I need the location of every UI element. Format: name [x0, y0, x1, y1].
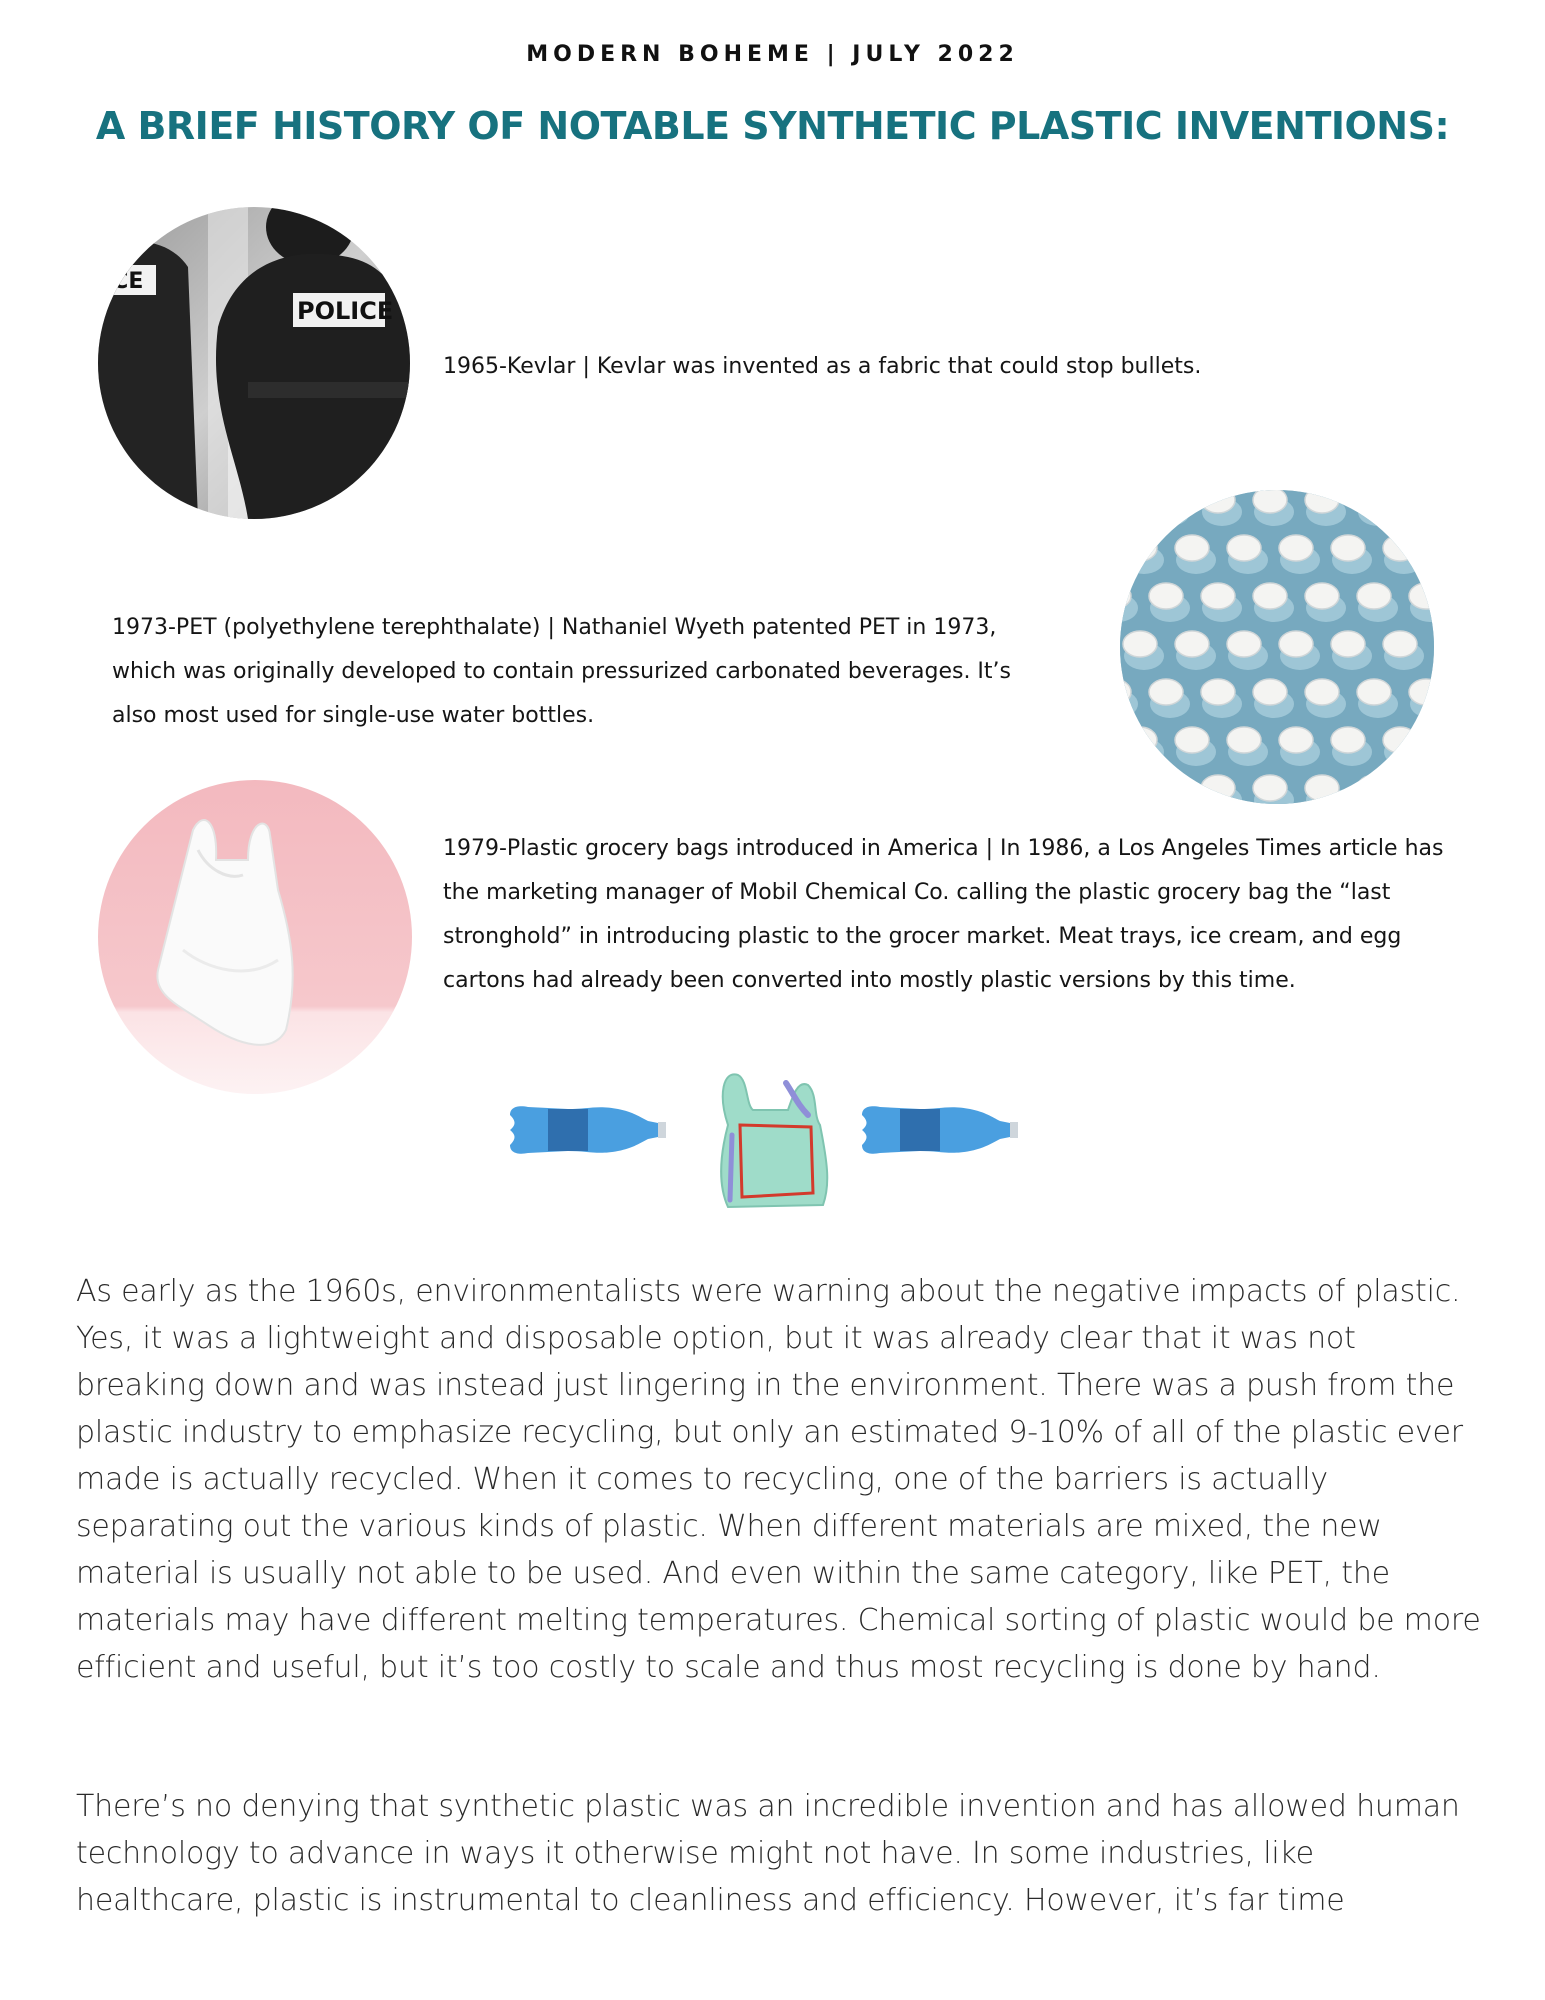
bottle-cap	[1409, 583, 1434, 609]
bottle-cap	[1149, 490, 1183, 513]
bottle-cap	[1305, 583, 1339, 609]
bottle-body	[1150, 786, 1190, 804]
bottle-cap	[1279, 727, 1313, 753]
bottle-cap	[1227, 535, 1261, 561]
bottle-cap	[1123, 535, 1157, 561]
bottle-cap	[1123, 727, 1157, 753]
bottle-cap	[1331, 727, 1365, 753]
police-photo	[98, 207, 410, 519]
bottle-cap	[1120, 775, 1131, 801]
entry-grocery-bags: 1979-Plastic grocery bags introduced in America | In 1986, a Los Angeles Times article has the marketing manager of Mobil Chemical Co. calling the plastic grocery bag the “last stronghold” in introducing plastic to the grocer market. Meat trays, ice cream, and egg cartons had already been converted into mostly plastic versions by this time.	[443, 836, 1444, 993]
bottle-cap	[1409, 775, 1434, 801]
bottle-body	[1120, 786, 1138, 804]
bottle-cap	[1227, 631, 1261, 657]
police-label-partial: ICE	[104, 269, 144, 294]
bottle-cap	[1201, 775, 1235, 801]
bottle-cap	[1331, 535, 1365, 561]
bottle-cap	[1409, 679, 1434, 705]
bottle-body	[1124, 546, 1164, 574]
bottle-cap	[1331, 631, 1365, 657]
bottle-cap	[1279, 535, 1313, 561]
bottle-body	[1410, 498, 1434, 526]
bottle-cap	[1201, 490, 1235, 513]
bottle-cap	[1305, 775, 1339, 801]
bottle-cap	[1383, 535, 1417, 561]
bottle-cap	[1123, 631, 1157, 657]
water-bottles-photo	[1120, 490, 1434, 804]
bottle-body	[1124, 738, 1164, 766]
bottle-body	[1410, 786, 1434, 804]
body-paragraph-1: As early as the 1960s, environmentalists were warning about the negative impacts of plastic. Yes, it was a lightweight and disposable option, but it was already clear that it was not breaking down and was instead just lingering in the environment. There was a push from the plastic industry to emphasize recycling, but only an estimated 9-10% of all of the plastic ever made is actually recycled. When it comes to recycling, one of the barriers is actually separating out the various kinds of plastic. When different materials are mixed, the new material is usually not able to be used. And even within the same category, like PET, the materials may have different melting temperatures. Chemical sorting of plastic would be more efficient and useful, but it’s too costly to scale and thus most recycling is done by hand.	[76, 1274, 1481, 1685]
bottle-cap	[1383, 631, 1417, 657]
plastic-bag-icon	[721, 1074, 827, 1207]
entry-pet: 1973-PET (polyethylene terephthalate) | Nathaniel Wyeth patented PET in 1973, which was originally developed to contain pressurized carbonated beverages. It’s also most used for single-use water bottles.	[112, 615, 1012, 728]
bottle-cap	[1149, 775, 1183, 801]
bottle-cap	[1201, 583, 1235, 609]
bottle-cap	[1201, 679, 1235, 705]
body-paragraph-2: There’s no denying that synthetic plastic was an incredible invention and has allowed human technology to advance in ways it otherwise might not have. In some industries, like healthcare, plastic is instrumental to cleanliness and efficiency. However, it’s far time	[76, 1789, 1460, 1918]
plastic-bottle-icon	[862, 1106, 1018, 1153]
bottle-cap	[1357, 775, 1391, 801]
bottle-cap	[1383, 727, 1417, 753]
bottle-cap	[1175, 631, 1209, 657]
bottle-cap	[1357, 583, 1391, 609]
bottle-cap	[1175, 727, 1209, 753]
entry-kevlar: 1965-Kevlar | Kevlar was invented as a fabric that could stop bullets.	[443, 354, 1202, 379]
bottle-cap	[1253, 490, 1287, 513]
bottle-cap	[1357, 490, 1391, 513]
bottle-body	[1150, 498, 1190, 526]
grocery-bag-photo	[98, 780, 412, 1094]
bottle-body	[1358, 786, 1398, 804]
bottle-cap	[1409, 490, 1434, 513]
bottle-cap	[1253, 679, 1287, 705]
bottle-cap	[1253, 775, 1287, 801]
plastic-icons-row	[508, 1065, 1028, 1215]
bottle-cap	[1357, 679, 1391, 705]
bottle-body	[1358, 498, 1398, 526]
issue-kicker: MODERN BOHEME | JULY 2022	[526, 42, 1019, 67]
bottle-cap	[1253, 583, 1287, 609]
bottle-cap	[1227, 727, 1261, 753]
bottle-cap	[1279, 631, 1313, 657]
bottle-cap	[1175, 535, 1209, 561]
bottle-body	[1120, 498, 1138, 526]
police-label: POLICE	[297, 297, 394, 325]
bottle-cap	[1120, 490, 1131, 513]
plastic-bottle-icon	[510, 1106, 666, 1153]
bottle-cap	[1149, 679, 1183, 705]
bottle-cap	[1305, 679, 1339, 705]
bottle-cap	[1149, 583, 1183, 609]
bottle-cap	[1305, 490, 1339, 513]
page-title: A BRIEF HISTORY OF NOTABLE SYNTHETIC PLASTIC INVENTIONS:	[95, 104, 1450, 148]
